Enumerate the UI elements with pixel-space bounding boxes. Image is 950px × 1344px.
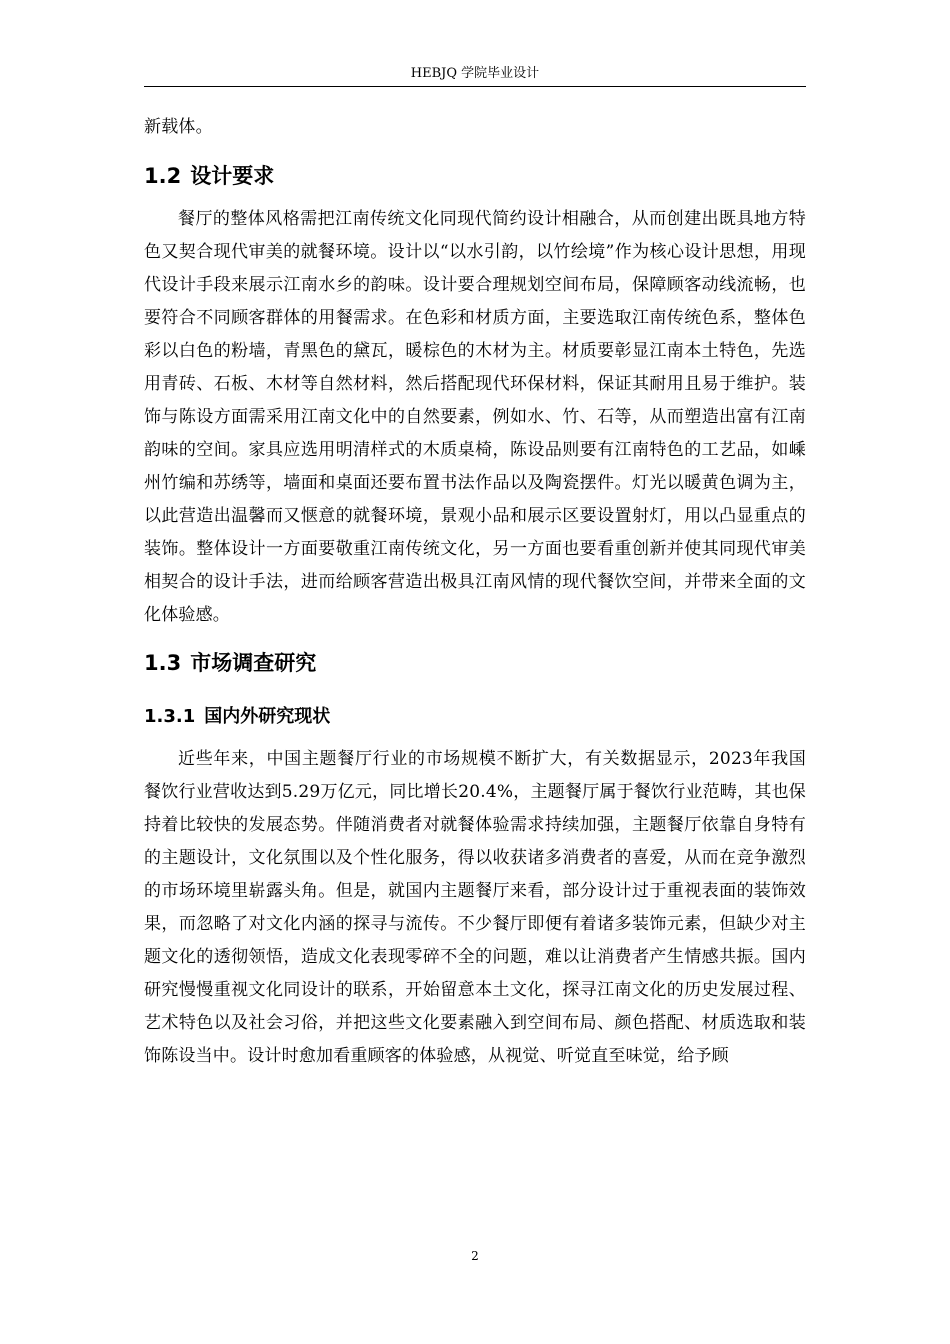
section-heading-1-2 — [144, 162, 806, 190]
page-number: 2 — [471, 1249, 479, 1263]
intro-tail-paragraph: 新载体。 — [144, 117, 213, 137]
header-rule — [144, 86, 806, 87]
design-requirements-paragraph: 餐厅的整体风格需把江南传统文化同现代简约设计相融合，从而创建出既具地方特色又契合现代审美的就餐环境。设计以“以水引韵，以竹绘境”作为核心设计思想，用现代设计手段来展示江南水乡的韵味。设计要合理规划空间布局，保障顾客动线流畅，也要符合不同顾客群体的用餐需求。在色彩和材质方面，主要选取江南传统色系，整体色彩以白色的粉墙，青黑色的黛瓦，暖棕色的木材为主。材质要彰显江南本土特色，先选用青砖、石板、木材等自然材料，然后搭配现代环保材料，保证其耐用且易于维护。装饰与陈设方面需采用江南文化中的自然要素，例如水、竹、石等，从而塑造出富有江南韵味的空间。家具应选用明清样式的木质桌椅，陈设品则要有江南特色的工艺品，如嵊州竹编和苏绣等，墙面和桌面还要布置书法作品以及陶瓷摆件。灯光以暖黄色调为主，以此营造出温馨而又惬意的就餐环境，景观小品和展示区要设置射灯，用以凸显重点的装饰。整体设计一方面要敬重江南传统文化，另一方面也要看重创新并使其同现代审美相契合的设计手法，进而给顾客营造出极具江南风情的现代餐饮空间，并带来全面的文化体验感。 — [144, 209, 806, 625]
section-title: 设计要求 — [190, 164, 275, 188]
running-header: HEBJQ 学院毕业设计 — [410, 66, 540, 81]
section-title: 市场调查研究 — [190, 651, 317, 675]
section-heading-1-3 — [144, 649, 806, 677]
subsection-title: 国内外研究现状 — [204, 706, 331, 727]
subsection-number: 1.3.1 — [144, 706, 196, 727]
section-number: 1.3 — [144, 651, 182, 675]
subsection-heading-1-3-1 — [144, 705, 806, 729]
page-body — [144, 111, 806, 1073]
section-number: 1.2 — [144, 164, 182, 188]
research-status-paragraph: 近些年来，中国主题餐厅行业的市场规模不断扩大，有关数据显示，2023年我国餐饮行业营收达到5.29万亿元，同比增长20.4%，主题餐厅属于餐饮行业范畴，其也保持着比较快的发展态势。伴随消费者对就餐体验需求持续加强，主题餐厅依靠自身特有的主题设计，文化氛围以及个性化服务，得以收获诸多消费者的喜爱，从而在竞争激烈的市场环境里崭露头角。但是，就国内主题餐厅来看，部分设计过于重视表面的装饰效果，而忽略了对文化内涵的探寻与流传。不少餐厅即便有着诸多装饰元素，但缺少对主题文化的透彻领悟，造成文化表现零碎不全的问题，难以让消费者产生情感共振。国内研究慢慢重视文化同设计的联系，开始留意本土文化，探寻江南文化的历史发展过程、艺术特色以及社会习俗，并把这些文化要素融入到空间布局、颜色搭配、材质选取和装饰陈设当中。设计时愈加看重顾客的体验感，从视觉、听觉直至味觉，给予顾 — [144, 749, 806, 1066]
